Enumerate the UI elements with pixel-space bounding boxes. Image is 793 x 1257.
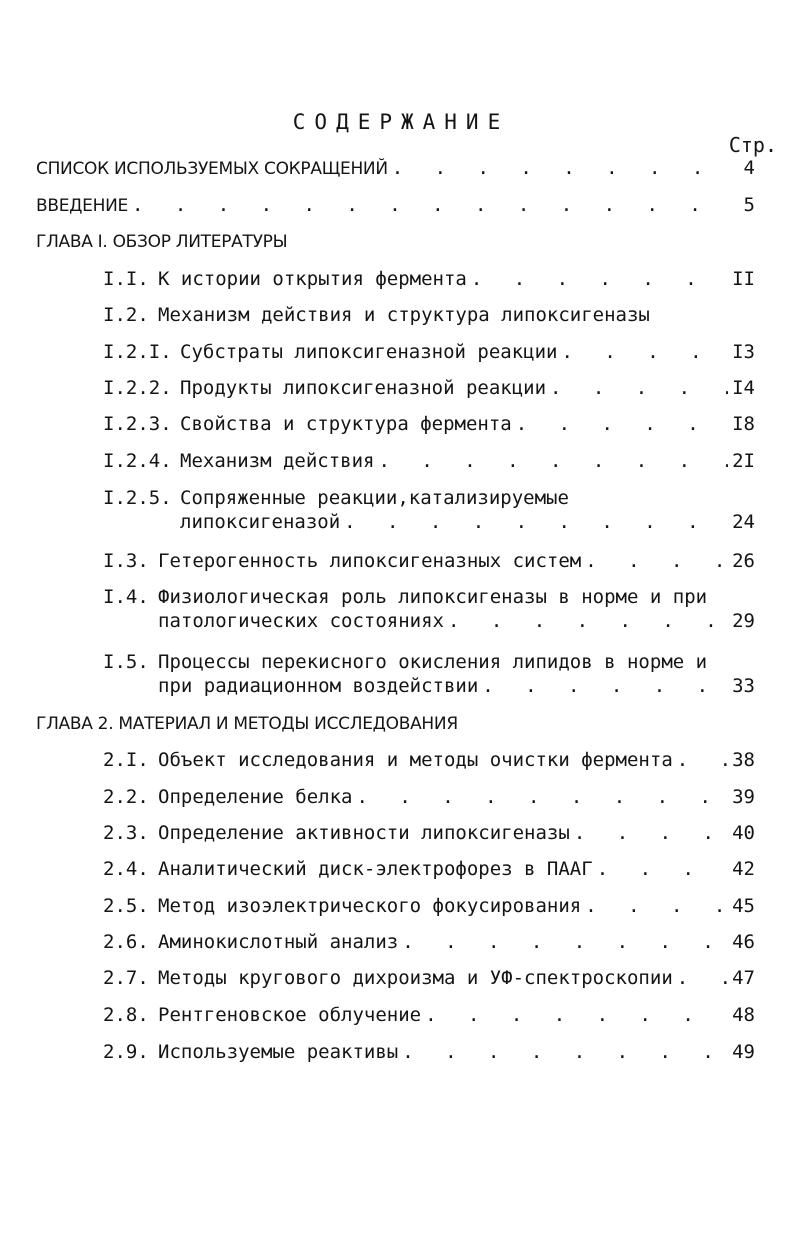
toc-entry (103, 267, 755, 291)
toc-entry-title: Объект исследования и методы очистки фермента (158, 749, 673, 771)
toc-entry-title: ГЛАВА 2. МАТЕРИАЛ И МЕТОДЫ ИССЛЕДОВАНИЯ (36, 714, 458, 734)
toc-entry-page: 24 (732, 511, 755, 533)
toc-chapter-heading (36, 230, 755, 254)
toc-entry-title: Механизм действия и структура липоксигеназы (158, 304, 650, 326)
toc-entry-title: Процессы перекисного окисления липидов в норме и (158, 651, 708, 673)
toc-entry (103, 966, 755, 990)
dot-leader (585, 549, 728, 573)
toc-entry-page: 5 (743, 194, 755, 216)
dot-leader (574, 821, 728, 845)
toc-entry-number: 2.7. (103, 967, 149, 989)
dot-leader (550, 376, 728, 400)
dot-leader (392, 156, 729, 180)
toc-entry-title-continued: при радиационном воздействии (158, 675, 479, 697)
toc-entry-title: Аминокислотный анализ (158, 931, 399, 953)
toc-entry (103, 650, 755, 698)
toc-entry (103, 340, 755, 364)
toc-entry-number: I.2.3. (103, 413, 172, 435)
toc-entry-title: Субстраты липоксигеназной реакции (180, 341, 558, 363)
toc-entry (103, 585, 755, 633)
dot-leader (585, 894, 728, 918)
toc-entry-page: I8 (732, 413, 755, 435)
toc-entry (103, 303, 755, 327)
toc-entry (36, 193, 755, 217)
toc-entry-page: II (732, 268, 755, 290)
toc-entry-page: I3 (732, 341, 755, 363)
toc-entry-title: К истории открытия фермента (158, 268, 467, 290)
toc-entry-title: Свойства и структура фермента (180, 413, 512, 435)
toc-entry-number: 2.3. (103, 822, 149, 844)
dot-leader (677, 748, 728, 772)
toc-entry-title: Используемые реактивы (158, 1041, 399, 1063)
toc-entry-page: 38 (732, 749, 755, 771)
toc-entry (103, 376, 755, 400)
toc-entry-page: 40 (732, 822, 755, 844)
toc-entry (103, 486, 755, 534)
toc-entry-number: 2.6. (103, 931, 149, 953)
toc-entry-page: 47 (732, 967, 755, 989)
toc-entry-title: Аналитический диск-электрофорез в ПААГ (158, 858, 593, 880)
toc-entry-page: I4 (732, 377, 755, 399)
toc-entry-page: 33 (732, 675, 755, 697)
toc-entry-title: Сопряженные реакции,катализируемые (180, 487, 569, 509)
toc-entry-number: I.5. (103, 651, 149, 673)
toc-entry-number: I.2.2. (103, 377, 172, 399)
toc-entry (103, 894, 755, 918)
dot-leader (132, 193, 729, 217)
toc-entry-number: 2.9. (103, 1041, 149, 1063)
toc-entry-page: 46 (732, 931, 755, 953)
toc-entry-number: I.I. (103, 268, 149, 290)
toc-entry-page: 49 (732, 1041, 755, 1063)
toc-entry-title: Механизм действия (180, 450, 375, 472)
toc-entry-number: 2.8. (103, 1004, 149, 1026)
toc-entry-title: Определение белка (158, 786, 353, 808)
toc-entry (103, 930, 755, 954)
toc-entry (103, 1003, 755, 1027)
toc-entry-title: Определение активности липоксигеназы (158, 822, 570, 844)
toc-entry-number: 2.4. (103, 858, 149, 880)
dot-leader (482, 674, 728, 698)
toc-entry-title-continued: липоксигеназой (180, 511, 341, 533)
toc-entry-page: 29 (732, 610, 755, 632)
toc-entry-page: 4 (743, 157, 755, 179)
toc-entry-number: 2.2. (103, 786, 149, 808)
toc-entry-page: 39 (732, 786, 755, 808)
dot-leader (402, 930, 728, 954)
toc-entry (36, 156, 755, 180)
toc-entry-title: Методы кругового дихроизма и УФ-спектроскопии (158, 967, 673, 989)
toc-entry-title: ГЛАВА I. ОБЗОР ЛИТЕРАТУРЫ (36, 232, 288, 252)
toc-entry-page: 45 (732, 895, 755, 917)
dot-leader (677, 966, 728, 990)
toc-entry-number: I.3. (103, 550, 149, 572)
toc-entry-title: Физиологическая роль липоксигеназы в норме и при (158, 586, 708, 608)
toc-entry-title-continued: патологических состояниях (158, 610, 444, 632)
toc-entry (103, 1040, 755, 1064)
toc-entry-title: Метод изоэлектрического фокусирования (158, 895, 582, 917)
toc-entry-page: 26 (732, 550, 755, 572)
toc-entry (103, 857, 755, 881)
toc-entry-number: 2.5. (103, 895, 149, 917)
toc-entry-title: СПИСОК ИСПОЛЬЗУЕМЫХ СОКРАЩЕНИЙ (36, 159, 388, 179)
dot-leader (378, 449, 728, 473)
dot-leader (471, 267, 728, 291)
toc-entry (103, 785, 755, 809)
dot-leader (448, 609, 728, 633)
toc-entry-number: I.2.5. (103, 487, 172, 509)
toc-chapter-heading (36, 712, 755, 736)
dot-leader (516, 412, 728, 436)
page-column-label: Стр. (728, 133, 777, 157)
toc-entry-title: Гетерогенность липоксигеназных систем (158, 550, 582, 572)
toc-entry-number: I.2.I. (103, 341, 172, 363)
toc-entry-page: 2I (732, 450, 755, 472)
toc-entry-title: ВВЕДЕНИЕ (36, 196, 128, 216)
toc-entry (103, 821, 755, 845)
page-title: СОДЕРЖАНИЕ (292, 110, 510, 134)
toc-entry-page: 48 (732, 1004, 755, 1026)
toc-entry-title: Рентгеновское облучение (158, 1004, 422, 1026)
toc-entry (103, 412, 755, 436)
toc-entry-number: I.4. (103, 586, 149, 608)
toc-entry (103, 748, 755, 772)
dot-leader (344, 510, 728, 534)
toc-entry-number: 2.I. (103, 749, 149, 771)
toc-entry-number: I.2.4. (103, 450, 172, 472)
dot-leader (425, 1003, 728, 1027)
toc-entry (103, 449, 755, 473)
toc-entry-number: I.2. (103, 304, 149, 326)
dot-leader (597, 857, 728, 881)
dot-leader (402, 1040, 728, 1064)
toc-entry-title: Продукты липоксигеназной реакции (180, 377, 547, 399)
dot-leader (356, 785, 728, 809)
toc-entry-page: 42 (732, 858, 755, 880)
dot-leader (562, 340, 729, 364)
toc-entry (103, 549, 755, 573)
